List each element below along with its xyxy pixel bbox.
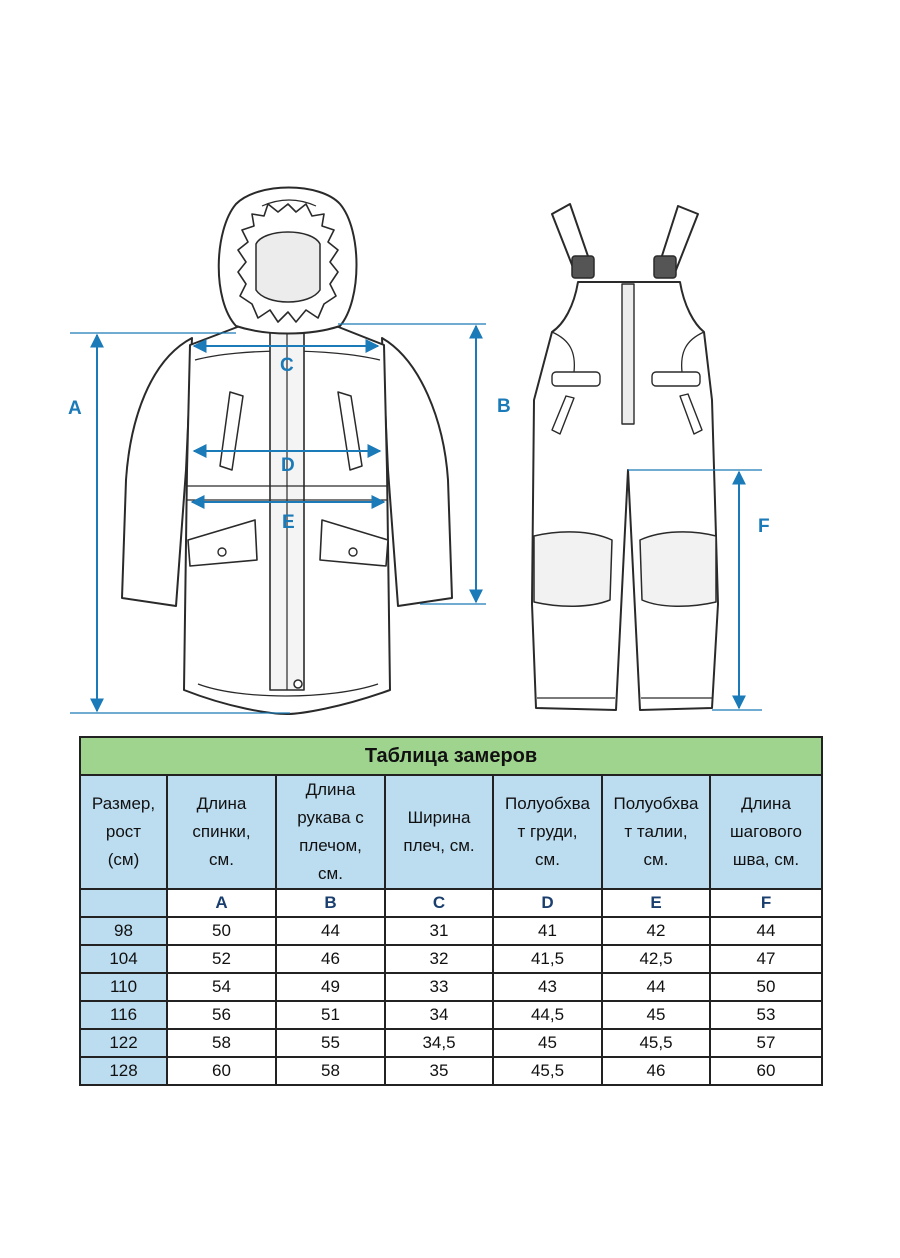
- header-line: плечом,: [299, 836, 362, 855]
- header-cell: [602, 775, 710, 889]
- label-b: B: [497, 396, 511, 417]
- value-cell: 42,5: [602, 945, 710, 973]
- size-cell: 122: [80, 1029, 167, 1057]
- value-cell: 45: [602, 1001, 710, 1029]
- header-cell: [385, 775, 493, 889]
- value-cell: 41,5: [493, 945, 602, 973]
- header-line: Полуобхва: [505, 794, 590, 813]
- value-cell: 44: [602, 973, 710, 1001]
- value-cell: 47: [710, 945, 822, 973]
- header-line: см.: [318, 864, 343, 883]
- value-cell: 31: [385, 917, 493, 945]
- letter-cell: [80, 889, 167, 917]
- table-title: Таблица замеров: [80, 737, 822, 775]
- header-line: см.: [643, 850, 669, 869]
- value-cell: 41: [493, 917, 602, 945]
- header-line: Длина: [741, 794, 791, 813]
- header-cell: [710, 775, 822, 889]
- header-line: см.: [535, 850, 560, 869]
- size-table: [79, 736, 823, 1086]
- value-cell: 58: [167, 1029, 276, 1057]
- value-cell: 56: [167, 1001, 276, 1029]
- table-row: [80, 945, 822, 973]
- value-cell: 34,5: [385, 1029, 493, 1057]
- value-cell: 55: [276, 1029, 385, 1057]
- label-e: E: [282, 512, 295, 533]
- value-cell: 50: [167, 917, 276, 945]
- label-f: F: [758, 516, 770, 537]
- value-cell: 50: [710, 973, 822, 1001]
- letter-cell: D: [493, 889, 602, 917]
- table-row: [80, 917, 822, 945]
- letter-row: [80, 889, 822, 917]
- header-line: т талии,: [624, 822, 688, 841]
- letter-cell: B: [276, 889, 385, 917]
- value-cell: 44: [710, 917, 822, 945]
- value-cell: 51: [276, 1001, 385, 1029]
- label-c: C: [280, 355, 294, 376]
- letter-cell: E: [602, 889, 710, 917]
- value-cell: 34: [385, 1001, 493, 1029]
- table-row: [80, 1001, 822, 1029]
- header-cell: [167, 775, 276, 889]
- letter-cell: C: [385, 889, 493, 917]
- value-cell: 46: [276, 945, 385, 973]
- value-cell: 54: [167, 973, 276, 1001]
- size-cell: 110: [80, 973, 167, 1001]
- header-line: Размер,: [91, 794, 156, 813]
- label-a: A: [68, 398, 82, 419]
- value-cell: 46: [602, 1057, 710, 1085]
- value-cell: 53: [710, 1001, 822, 1029]
- header-line: рост: [105, 822, 142, 841]
- header-cell: [276, 775, 385, 889]
- size-cell: 116: [80, 1001, 167, 1029]
- header-line: см.: [209, 850, 234, 869]
- letter-cell: A: [167, 889, 276, 917]
- value-cell: 44,5: [493, 1001, 602, 1029]
- value-cell: 52: [167, 945, 276, 973]
- header-line: Длина: [305, 780, 356, 799]
- value-cell: 45: [493, 1029, 602, 1057]
- header-line: плеч, см.: [403, 836, 475, 855]
- value-cell: 45,5: [602, 1029, 710, 1057]
- value-cell: 32: [385, 945, 493, 973]
- value-cell: 43: [493, 973, 602, 1001]
- size-cell: 128: [80, 1057, 167, 1085]
- table-row: [80, 1029, 822, 1057]
- header-row: [80, 775, 822, 889]
- header-line: Ширина: [407, 808, 471, 827]
- overalls-drawing: [532, 204, 718, 710]
- value-cell: 45,5: [493, 1057, 602, 1085]
- header-line: (см): [107, 850, 140, 869]
- table-row: [80, 1057, 822, 1085]
- header-line: рукава с: [297, 808, 364, 827]
- value-cell: 44: [276, 917, 385, 945]
- size-cell: 98: [80, 917, 167, 945]
- header-line: шва, см.: [732, 850, 800, 869]
- header-line: шагового: [730, 822, 802, 841]
- value-cell: 42: [602, 917, 710, 945]
- value-cell: 33: [385, 973, 493, 1001]
- table-body: [80, 917, 822, 1085]
- value-cell: 35: [385, 1057, 493, 1085]
- header-line: Полуобхва: [613, 794, 699, 813]
- size-cell: 104: [80, 945, 167, 973]
- value-cell: 49: [276, 973, 385, 1001]
- table-row: [80, 973, 822, 1001]
- header-line: спинки,: [192, 822, 251, 841]
- letter-cell: F: [710, 889, 822, 917]
- value-cell: 58: [276, 1057, 385, 1085]
- label-d: D: [281, 455, 295, 476]
- value-cell: 60: [710, 1057, 822, 1085]
- header-line: т груди,: [517, 822, 578, 841]
- header-cell: [80, 775, 167, 889]
- header-line: Длина: [196, 794, 247, 813]
- value-cell: 57: [710, 1029, 822, 1057]
- value-cell: 60: [167, 1057, 276, 1085]
- header-cell: [493, 775, 602, 889]
